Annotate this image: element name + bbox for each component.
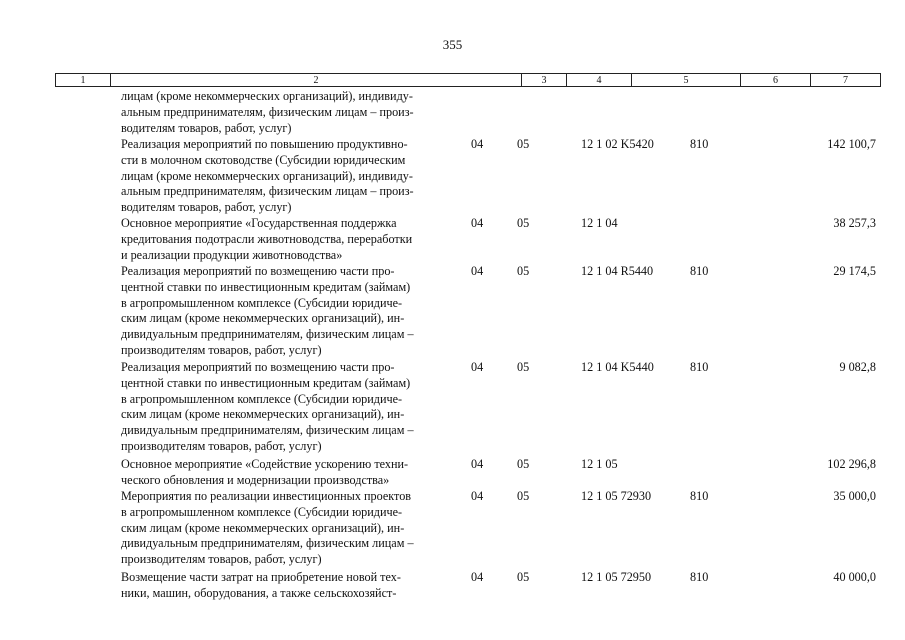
column-header-1: 1 xyxy=(56,74,111,87)
column-header-2: 2 xyxy=(111,74,522,87)
row-description: Реализация мероприятий по возмещению части про- центной ставки по инвестиционным кредитам (займам) в агропромышленном комплексе (Субсидии юридиче- ским лицам (кроме некоммерческих организаций), ин- дивидуальным предпринимателям, физическим лицам – производителям товаров, работ, услуг) xyxy=(121,264,414,357)
column-header-4: 4 xyxy=(567,74,632,87)
page-number: 355 xyxy=(442,37,463,52)
row-amount: 142 100,7 xyxy=(827,137,876,151)
row-expense-type: 810 xyxy=(690,489,709,503)
row-expense-type: 810 xyxy=(690,570,709,584)
row-subsection-code: 05 xyxy=(517,489,530,503)
row-subsection-code: 05 xyxy=(517,457,530,471)
column-header-table xyxy=(55,73,881,87)
row-subsection-code: 05 xyxy=(517,137,530,151)
row-target-article: 12 1 05 72950 xyxy=(581,570,652,584)
row-amount: 102 296,8 xyxy=(827,457,876,471)
row-amount: 40 000,0 xyxy=(833,570,876,584)
row-section-code: 04 xyxy=(471,489,484,503)
row-subsection-code: 05 xyxy=(517,264,530,278)
row-description: Основное мероприятие «Государственная поддержка кредитования подотрасли животноводства, переработки и реализации продукции животноводства» xyxy=(121,216,413,262)
row-expense-type: 810 xyxy=(690,264,709,278)
row-section-code: 04 xyxy=(471,216,484,230)
row-target-article: 12 1 04 R5440 xyxy=(581,264,654,278)
row-description: Реализация мероприятий по повышению продуктивно- сти в молочном скотоводстве (Субсидии юридическим лицам (кроме некоммерческих организаций), индивиду- альным предпринимателям, физическим лицам – произ- водителям товаров, работ, услуг) xyxy=(121,137,414,215)
row-amount: 35 000,0 xyxy=(833,489,876,503)
row-description: Реализация мероприятий по возмещению части про- центной ставки по инвестиционным кредитам (займам) в агропромышленном комплексе (Субсидии юридиче- ским лицам (кроме некоммерческих организаций), ин- дивидуальным предпринимателям, физическим лицам – производителям товаров, работ, услуг) xyxy=(121,360,414,453)
row-target-article: 12 1 05 72930 xyxy=(581,489,652,503)
column-header-7: 7 xyxy=(811,74,881,87)
row-amount: 38 257,3 xyxy=(833,216,876,230)
row-section-code: 04 xyxy=(471,457,484,471)
column-header-row xyxy=(56,74,881,87)
row-section-code: 04 xyxy=(471,137,484,151)
column-header-5: 5 xyxy=(632,74,741,87)
row-amount: 29 174,5 xyxy=(833,264,876,278)
row-section-code: 04 xyxy=(471,570,484,584)
row-description: Возмещение части затрат на приобретение новой тех- ники, машин, оборудования, а также сельскохозяйст- xyxy=(121,570,401,600)
row-description: лицам (кроме некоммерческих организаций), индивиду- альным предпринимателям, физическим лицам – произ- водителям товаров, работ, услуг) xyxy=(121,89,414,135)
row-subsection-code: 05 xyxy=(517,570,530,584)
row-expense-type: 810 xyxy=(690,137,709,151)
column-header-3: 3 xyxy=(522,74,567,87)
row-target-article: 12 1 04 xyxy=(581,216,618,230)
row-subsection-code: 05 xyxy=(517,216,530,230)
row-target-article: 12 1 05 xyxy=(581,457,618,471)
column-header-6: 6 xyxy=(741,74,811,87)
row-target-article: 12 1 04 K5440 xyxy=(581,360,654,374)
row-amount: 9 082,8 xyxy=(839,360,876,374)
row-target-article: 12 1 02 K5420 xyxy=(581,137,654,151)
row-section-code: 04 xyxy=(471,360,484,374)
row-description: Основное мероприятие «Содействие ускорению техни- ческого обновления и модернизации производства» xyxy=(121,457,409,487)
row-expense-type: 810 xyxy=(690,360,709,374)
row-subsection-code: 05 xyxy=(517,360,530,374)
row-section-code: 04 xyxy=(471,264,484,278)
row-description: Мероприятия по реализации инвестиционных проектов в агропромышленном комплексе (Субсидии юридиче- ским лицам (кроме некоммерческих организаций), ин- дивидуальным предпринимателям, физическим лицам – производителям товаров, работ, услуг) xyxy=(121,489,414,567)
